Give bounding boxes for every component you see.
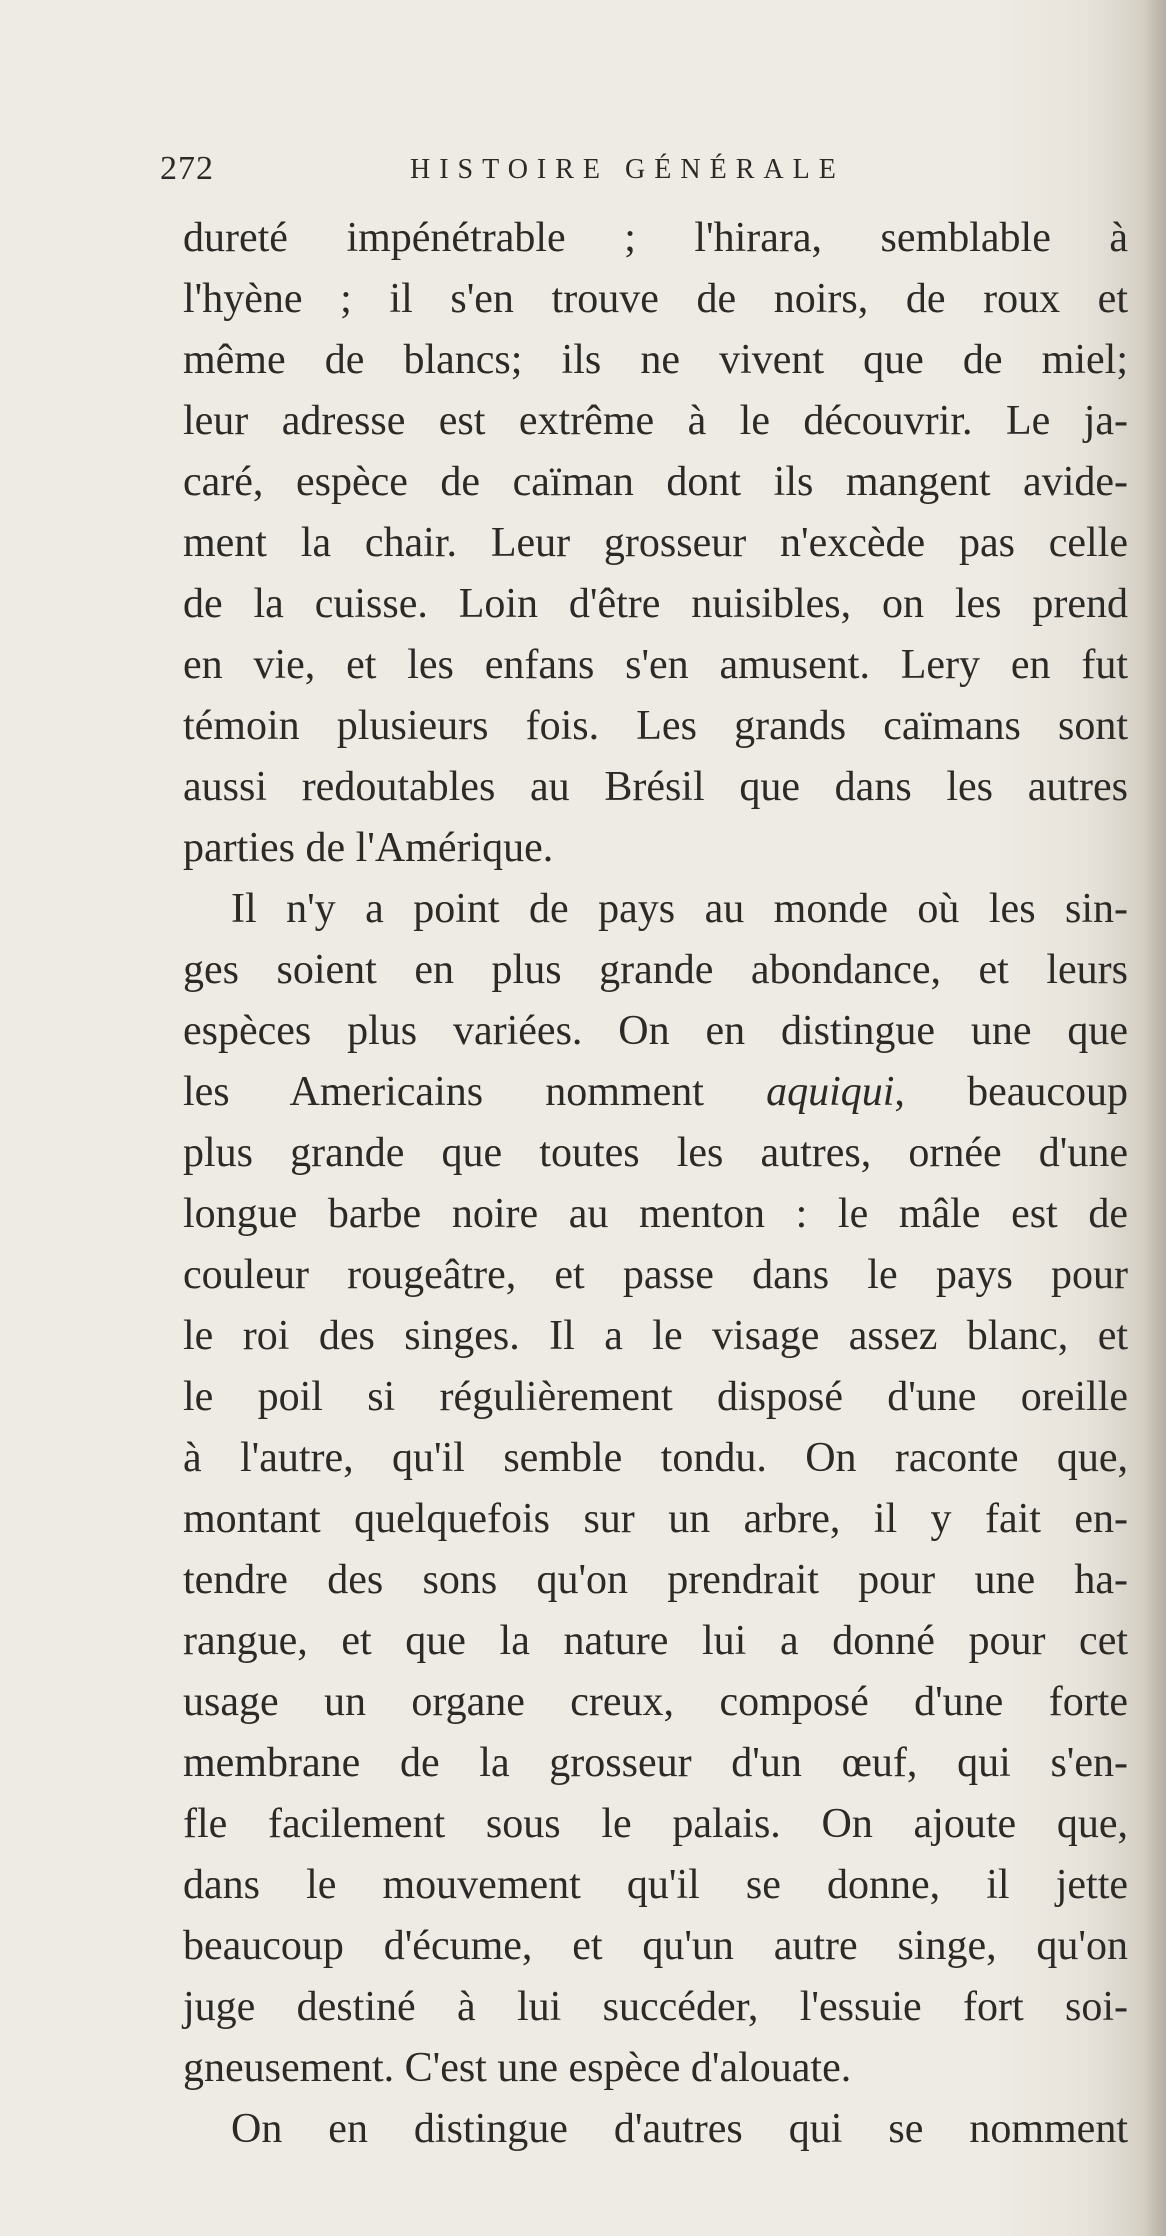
text-line: à l'autre, qu'il semble tondu. On raconte que,	[183, 1435, 1128, 1481]
text-line: couleur rougeâtre, et passe dans le pays pour	[183, 1252, 1128, 1298]
text-line: leur adresse est extrême à le découvrir. Le ja-	[183, 398, 1128, 444]
text-line: même de blancs; ils ne vivent que de miel;	[183, 337, 1128, 383]
paragraph-start-line: Il n'y a point de pays au monde où les sin-	[231, 886, 1128, 932]
text-line: espèces plus variées. On en distingue une que	[183, 1008, 1128, 1054]
text-line: membrane de la grosseur d'un œuf, qui s'en-	[183, 1740, 1128, 1786]
text-line: rangue, et que la nature lui a donné pour cet	[183, 1618, 1128, 1664]
text-line: ment la chair. Leur grosseur n'excède pas celle	[183, 520, 1128, 566]
body-text	[183, 208, 1128, 2160]
text-fragment: , beaucoup	[894, 1069, 1128, 1115]
text-line: dureté impénétrable ; l'hirara, semblable à	[183, 215, 1128, 261]
text-fragment: les Americains nomment	[183, 1069, 767, 1115]
paragraph-end-line: gneusement. C'est une espèce d'alouate.	[183, 2045, 852, 2091]
paragraph-start-line: On en distingue d'autres qui se nomment	[231, 2106, 1128, 2152]
text-line: témoin plusieurs fois. Les grands caïmans sont	[183, 703, 1128, 749]
page-number: 272	[160, 150, 214, 187]
text-line	[183, 1062, 1128, 1123]
text-line: de la cuisse. Loin d'être nuisibles, on les prend	[183, 581, 1128, 627]
text-line: beaucoup d'écume, et qu'un autre singe, qu'on	[183, 1923, 1128, 1969]
text-line: tendre des sons qu'on prendrait pour une ha-	[183, 1557, 1128, 1603]
text-line: ges soient en plus grande abondance, et leurs	[183, 947, 1128, 993]
running-head: HISTOIRE GÉNÉRALE	[410, 154, 845, 185]
text-line: aussi redoutables au Brésil que dans les autres	[183, 764, 1128, 810]
text-line: juge destiné à lui succéder, l'essuie fort soi-	[183, 1984, 1128, 2030]
text-line: montant quelquefois sur un arbre, il y fait en-	[183, 1496, 1128, 1542]
page-edge-shadow	[1144, 0, 1166, 2236]
text-line: l'hyène ; il s'en trouve de noirs, de roux et	[183, 276, 1128, 322]
text-line: longue barbe noire au menton : le mâle est de	[183, 1191, 1128, 1237]
text-line: le roi des singes. Il a le visage assez blanc, et	[183, 1313, 1128, 1359]
paragraph-end-line: parties de l'Amérique.	[183, 825, 554, 871]
text-line: caré, espèce de caïman dont ils mangent avide-	[183, 459, 1128, 505]
text-line: en vie, et les enfans s'en amusent. Lery en fut	[183, 642, 1128, 688]
text-line: dans le mouvement qu'il se donne, il jette	[183, 1862, 1128, 1908]
text-line: usage un organe creux, composé d'une forte	[183, 1679, 1128, 1725]
text-line: fle facilement sous le palais. On ajoute que,	[183, 1801, 1128, 1847]
page-header	[160, 150, 960, 190]
italic-word: aquiqui	[766, 1069, 895, 1115]
text-line: le poil si régulièrement disposé d'une oreille	[183, 1374, 1128, 1420]
text-line: plus grande que toutes les autres, ornée d'une	[183, 1130, 1128, 1176]
